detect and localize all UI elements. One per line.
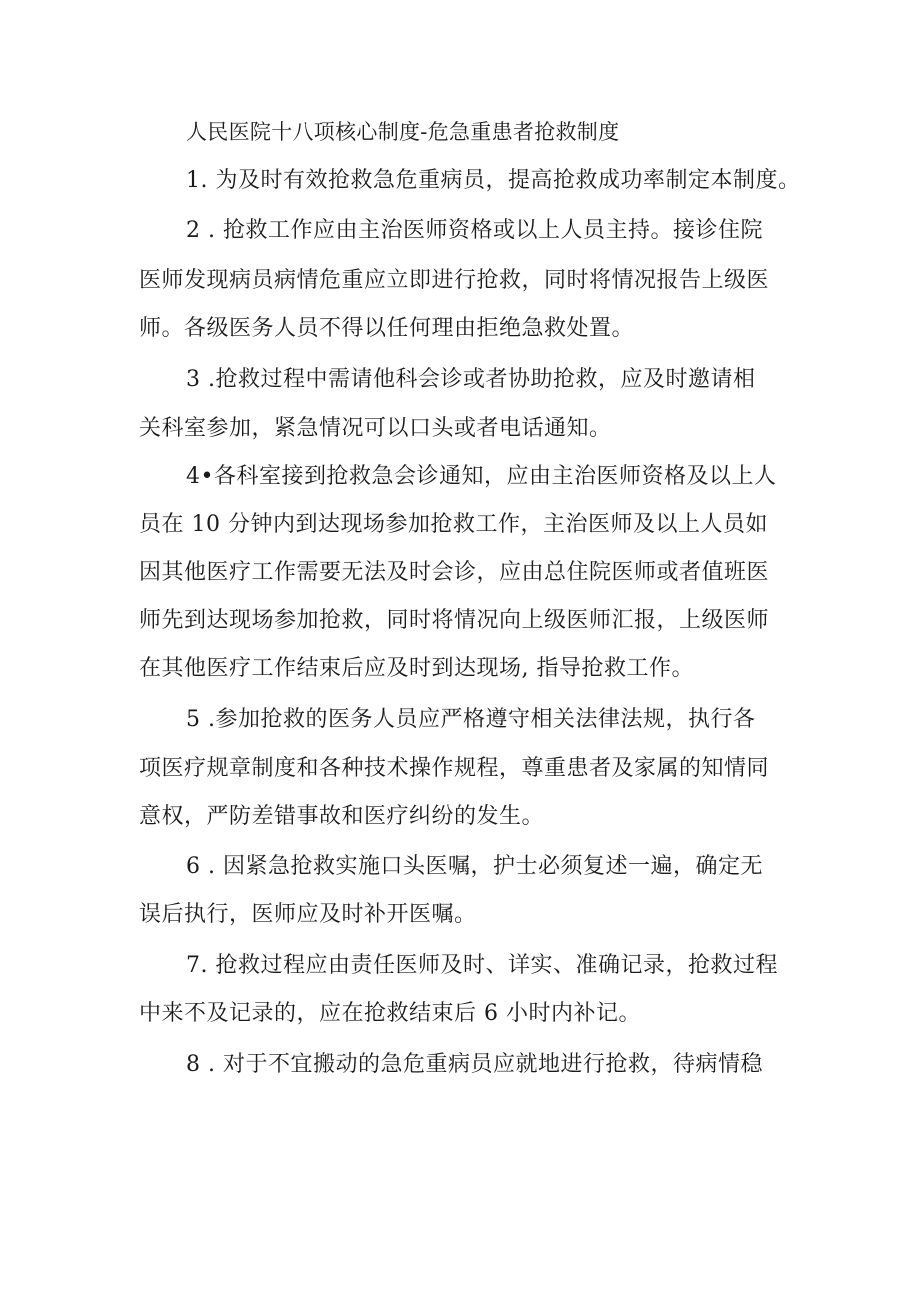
paragraph-line: 6 . 因紧急抢救实施口头医嘱，护士必须复述一遍，确定无 [186, 854, 763, 879]
paragraph-line: 师先到达现场参加抢救，同时将情况向上级医师汇报，上级医师 [139, 608, 770, 633]
paragraph-line: 5 .参加抢救的医务人员应严格遵守相关法律法规，执行各 [186, 707, 756, 732]
paragraph-line: 4•各科室接到抢救急会诊通知，应由主治医师资格及以上人 [186, 464, 777, 489]
paragraph-line: 在其他医疗工作结束后应及时到达现场, 指导抢救工作。 [139, 656, 694, 681]
paragraph-line: 关科室参加，紧急情况可以口头或者电话通知。 [139, 416, 612, 441]
paragraph-line: 师。各级医务人员不得以任何理由拒绝急救处置。 [139, 316, 635, 341]
paragraph-line: 1. 为及时有效抢救急危重病员，提高抢救成功率制定本制度。 [186, 168, 801, 193]
paragraph-line: 2 . 抢救工作应由主治医师资格或以上人员主持。接诊住院 [186, 218, 763, 243]
paragraph-line: 员在 10 分钟内到达现场参加抢救工作，主治医师及以上人员如 [139, 512, 768, 537]
paragraph-line: 中来不及记录的，应在抢救结束后 6 小时内补记。 [139, 1001, 641, 1026]
paragraph-line: 7. 抢救过程应由责任医师及时、详实、准确记录，抢救过程 [186, 953, 778, 978]
paragraph-line: 误后执行，医师应及时补开医嘱。 [139, 902, 477, 927]
paragraph-line: 8 . 对于不宜搬动的急危重病员应就地进行抢救，待病情稳 [186, 1052, 763, 1077]
paragraph-line: 意权，严防差错事故和医疗纠纷的发生。 [139, 804, 545, 829]
paragraph-line: 项医疗规章制度和各种技术操作规程，尊重患者及家属的知情同 [139, 756, 770, 781]
paragraph-line: 因其他医疗工作需要无法及时会诊，应由总住院医师或者值班医 [139, 560, 770, 585]
paragraph-line: 3 .抢救过程中需请他科会诊或者协助抢救，应及时邀请相 [186, 367, 756, 392]
paragraph-line: 医师发现病员病情危重应立即进行抢救，同时将情况报告上级医 [139, 268, 770, 293]
document-title: 人民医院十八项核心制度-危急重患者抢救制度 [186, 120, 620, 144]
